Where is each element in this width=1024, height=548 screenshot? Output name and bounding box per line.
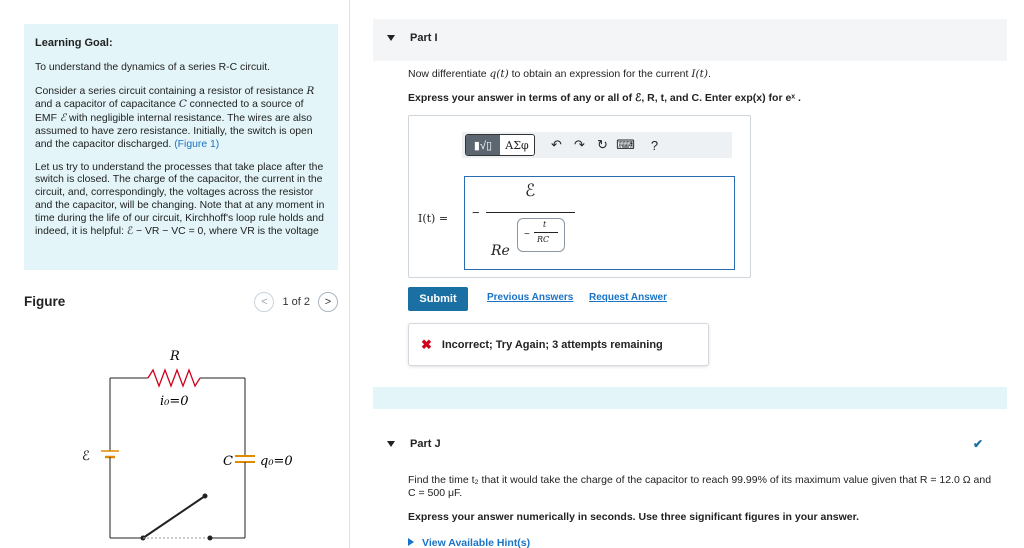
answer-denominator: Re — [491, 243, 510, 259]
view-hints-link[interactable]: View Available Hint(s) — [408, 537, 530, 548]
math-toolbar — [462, 132, 732, 158]
figure-page-indicator: 1 of 2 — [282, 296, 310, 308]
rc-circuit-diagram — [60, 338, 300, 548]
figure-link[interactable]: (Figure 1) — [174, 138, 220, 150]
exponent-minus: − — [524, 229, 530, 240]
answer-input[interactable] — [464, 176, 735, 270]
templates-button[interactable]: ▮√▯ — [466, 135, 500, 155]
answer-lhs: I(t) = — [418, 212, 449, 225]
incorrect-icon: ✖ — [421, 336, 432, 352]
part-i-question: Now differentiate q(t) to obtain an expression for the current I(t). — [408, 68, 711, 80]
next-figure-button[interactable]: > — [318, 292, 338, 312]
keyboard-icon[interactable]: ⌨ — [616, 137, 635, 152]
learning-goal-box — [24, 24, 338, 270]
previous-answers-link[interactable]: Previous Answers — [487, 292, 574, 303]
exponent-box[interactable] — [517, 218, 565, 252]
toolbar-format-group — [465, 134, 535, 156]
part-i-label: Part I — [410, 32, 438, 44]
learning-goal-setup: Consider a series circuit containing a resistor of resistance R and a capacitor of capacitance C connected to a source of EMF ℰ with negligible internal resistance. The wires are also assumed to have zero resistance. Initially, the switch is open and the capacitor discharged. (Figure 1) — [35, 84, 315, 150]
learning-goal-title: Learning Goal: — [35, 37, 113, 49]
exponent-fraction-bar — [534, 232, 558, 233]
emf-label: ℰ — [82, 449, 90, 464]
resistor-label: R — [170, 349, 180, 364]
feedback-box — [408, 323, 709, 366]
switch-lever — [143, 496, 205, 538]
math-answer-editor — [408, 115, 751, 278]
collapse-caret-icon — [387, 441, 395, 447]
capacitor-label: C — [223, 454, 233, 469]
greek-symbols-button[interactable]: ΑΣφ — [500, 135, 534, 155]
request-answer-link[interactable]: Request Answer — [589, 292, 667, 303]
exponent-denominator: RC — [537, 235, 550, 244]
reset-icon[interactable]: ↻ — [597, 137, 608, 152]
part-j-label: Part J — [410, 438, 441, 450]
part-i-instructions: Express your answer in terms of any or all of ℰ, R, t, and C. Enter exp(x) for eˣ . — [408, 92, 801, 104]
part-j-instructions: Express your answer numerically in seconds. Use three significant figures in your answer. — [408, 511, 860, 523]
feedback-text: Incorrect; Try Again; 3 attempts remaining — [441, 338, 663, 351]
current-label: i₀=0 — [160, 394, 189, 409]
left-panel — [0, 0, 350, 548]
check-icon: ✔ — [973, 437, 984, 451]
right-panel — [351, 0, 1024, 548]
learning-goal-intro: To understand the dynamics of a series R-C circuit. — [35, 61, 271, 73]
part-j-header[interactable] — [373, 425, 1007, 461]
help-icon[interactable]: ? — [650, 137, 659, 153]
part-i-header[interactable] — [373, 19, 1007, 61]
prev-figure-button[interactable]: < — [254, 292, 274, 312]
submit-button[interactable]: Submit — [408, 287, 468, 311]
charge-label: q₀=0 — [260, 454, 293, 469]
resistor-symbol — [148, 370, 200, 386]
answer-minus-sign: − — [472, 205, 480, 220]
figure-pager — [254, 292, 338, 312]
collapse-caret-icon — [387, 35, 395, 41]
redo-icon[interactable]: ↷ — [574, 137, 585, 152]
answer-numerator: ℰ — [525, 181, 536, 201]
part-j-question: Find the time t₂ that it would take the charge of the capacitor to reach 99.99% of its maximum value given that R = 12.0 Ω and C = 500 μF. — [408, 474, 992, 499]
figure-title: Figure — [24, 294, 66, 309]
section-separator — [373, 387, 1007, 409]
expand-caret-icon — [408, 538, 414, 546]
switch-tip — [203, 494, 208, 499]
learning-goal-processes: Let us try to understand the processes that take place after the switch is closed. The charge of the capacitor, the current in the circuit, and, correspondingly, the voltages across the resistor and the capacitor, will be changing. Note that at any moment in time during the life of our circuit, Kirchhoff's loop rule holds and indeed, it is helpful: ℰ − VR − VC = 0, where VR is the voltage — [35, 161, 325, 237]
figure-header — [24, 292, 338, 314]
undo-icon[interactable]: ↶ — [551, 137, 562, 152]
exponent-numerator: t — [543, 220, 547, 229]
answer-fraction-bar — [486, 212, 575, 213]
